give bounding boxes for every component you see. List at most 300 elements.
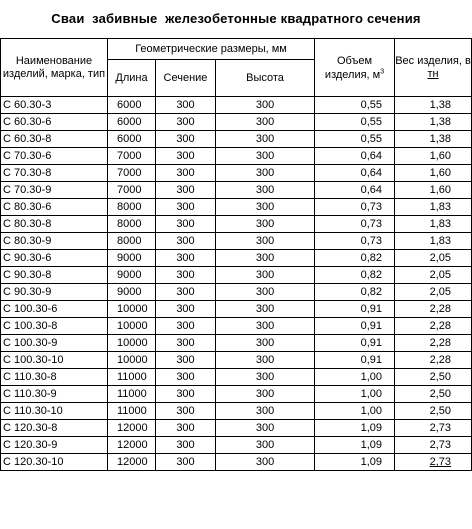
cell-weight: [395, 131, 472, 148]
cell-volume-text: 0,73: [360, 235, 383, 247]
cell-height: [216, 454, 315, 471]
cell-height-text: 300: [255, 218, 275, 230]
cell-section-text: 300: [176, 235, 195, 247]
table-row: [1, 97, 472, 114]
table-row: [1, 182, 472, 199]
cell-mark: [1, 199, 108, 216]
cell-section: [156, 301, 216, 318]
table-row: [1, 284, 472, 301]
cell-section: [156, 454, 216, 471]
cell-weight: [395, 454, 472, 471]
cell-height-text: 300: [255, 439, 275, 451]
cell-mark-text: С 120.30-10: [3, 456, 64, 468]
cell-length: [108, 318, 156, 335]
cell-length: [108, 454, 156, 471]
cell-volume-text: 1,09: [360, 439, 383, 451]
cell-section-text: 300: [176, 439, 195, 451]
cell-height: [216, 131, 315, 148]
cell-mark: [1, 216, 108, 233]
cell-height-text: 300: [255, 201, 275, 213]
cell-weight: [395, 437, 472, 454]
cell-length-text: 6000: [117, 99, 142, 111]
header-volume-sup: 3: [380, 67, 385, 75]
cell-section-text: 300: [176, 167, 195, 179]
cell-section-text: 300: [176, 354, 195, 366]
cell-height-text: 300: [255, 269, 275, 281]
cell-height: [216, 199, 315, 216]
cell-section-text: 300: [176, 303, 195, 315]
header-volume: [315, 39, 395, 97]
cell-weight: [395, 284, 472, 301]
cell-section: [156, 267, 216, 284]
table-row: [1, 148, 472, 165]
cell-volume-text: 0,73: [360, 218, 383, 230]
cell-section: [156, 182, 216, 199]
cell-volume-text: 0,91: [360, 303, 383, 315]
cell-length-text: 9000: [117, 269, 142, 281]
cell-weight: [395, 403, 472, 420]
cell-mark: [1, 335, 108, 352]
cell-volume-text: 0,55: [360, 133, 383, 145]
cell-section-text: 300: [176, 252, 195, 264]
cell-mark-text: С 110.30-8: [3, 371, 57, 383]
cell-length-text: 8000: [117, 235, 142, 247]
cell-height: [216, 420, 315, 437]
cell-weight: [395, 386, 472, 403]
cell-mark: [1, 369, 108, 386]
table-row: [1, 335, 472, 352]
cell-length-text: 7000: [117, 150, 142, 162]
cell-volume: [315, 318, 395, 335]
header-row-top: [1, 39, 472, 60]
cell-mark: [1, 97, 108, 114]
cell-length-text: 9000: [117, 252, 142, 264]
cell-mark-text: С 90.30-8: [3, 269, 52, 281]
header-dimensions: Геометрические размеры, мм: [108, 39, 315, 60]
cell-height-text: 300: [255, 252, 275, 264]
cell-height: [216, 369, 315, 386]
cell-length-text: 10000: [117, 303, 148, 315]
cell-section: [156, 114, 216, 131]
cell-mark: [1, 131, 108, 148]
cell-mark: [1, 148, 108, 165]
cell-mark: [1, 165, 108, 182]
cell-length: [108, 165, 156, 182]
cell-height-text: 300: [255, 320, 275, 332]
cell-volume-text: 0,64: [360, 150, 383, 162]
cell-height: [216, 437, 315, 454]
table-row: [1, 250, 472, 267]
cell-length: [108, 352, 156, 369]
cell-length: [108, 301, 156, 318]
cell-volume: [315, 199, 395, 216]
cell-section: [156, 437, 216, 454]
header-section: Сечение: [156, 60, 216, 97]
cell-height-text: 300: [255, 422, 275, 434]
header-weight-unit: тн: [427, 67, 439, 80]
cell-weight: [395, 301, 472, 318]
cell-volume-text: 1,00: [360, 405, 383, 417]
cell-weight: [395, 148, 472, 165]
header-name: Наименование изделий, марка, тип: [1, 39, 108, 97]
cell-volume-text: 1,00: [360, 371, 383, 383]
cell-volume: [315, 233, 395, 250]
cell-mark-text: С 80.30-6: [3, 201, 52, 213]
cell-weight: [395, 216, 472, 233]
cell-length: [108, 114, 156, 131]
table-row: [1, 267, 472, 284]
cell-length: [108, 199, 156, 216]
cell-volume-text: 0,91: [360, 354, 383, 366]
cell-weight-text: 2,50: [429, 405, 452, 417]
cell-volume: [315, 403, 395, 420]
cell-length-text: 11000: [117, 371, 147, 383]
table-row: [1, 199, 472, 216]
table-row: [1, 165, 472, 182]
cell-section: [156, 216, 216, 233]
cell-section: [156, 403, 216, 420]
cell-length-text: 11000: [117, 388, 147, 400]
cell-weight-text: 2,05: [429, 269, 452, 281]
table-row: [1, 114, 472, 131]
cell-height-text: 300: [255, 167, 275, 179]
cell-height: [216, 386, 315, 403]
cell-length: [108, 420, 156, 437]
cell-section: [156, 335, 216, 352]
cell-weight: [395, 165, 472, 182]
cell-section: [156, 233, 216, 250]
cell-volume-text: 0,55: [360, 116, 383, 128]
cell-length: [108, 386, 156, 403]
cell-weight-text: 1,60: [429, 150, 452, 162]
cell-length: [108, 131, 156, 148]
cell-length-text: 12000: [117, 422, 148, 434]
cell-mark-text: С 70.30-9: [3, 184, 52, 196]
cell-weight-text: 2,73: [429, 456, 452, 468]
cell-mark: [1, 318, 108, 335]
cell-length-text: 12000: [117, 456, 148, 468]
table-title: Сваи забивные железобетонные квадратного сечения: [51, 11, 421, 26]
cell-section-text: 300: [176, 405, 195, 417]
cell-height-text: 300: [255, 405, 275, 417]
cell-length: [108, 182, 156, 199]
cell-volume-text: 0,64: [360, 167, 383, 179]
cell-height: [216, 216, 315, 233]
cell-section-text: 300: [176, 150, 195, 162]
cell-section-text: 300: [176, 371, 195, 383]
cell-mark: [1, 420, 108, 437]
cell-height-text: 300: [255, 388, 275, 400]
cell-length-text: 8000: [117, 218, 142, 230]
cell-length-text: 10000: [117, 320, 148, 332]
cell-weight-text: 2,50: [429, 371, 452, 383]
header-height: Высота: [216, 60, 315, 97]
table-row: [1, 403, 472, 420]
cell-mark: [1, 233, 108, 250]
cell-volume: [315, 386, 395, 403]
cell-height: [216, 335, 315, 352]
cell-mark: [1, 267, 108, 284]
cell-height: [216, 403, 315, 420]
cell-weight-text: 2,05: [429, 286, 452, 298]
cell-mark-text: С 70.30-6: [3, 150, 52, 162]
cell-length: [108, 250, 156, 267]
cell-mark-text: С 100.30-9: [3, 337, 58, 349]
cell-weight: [395, 335, 472, 352]
table-row: [1, 386, 472, 403]
cell-weight-text: 1,38: [429, 99, 452, 111]
cell-mark: [1, 182, 108, 199]
cell-volume: [315, 182, 395, 199]
cell-volume: [315, 165, 395, 182]
cell-volume: [315, 454, 395, 471]
cell-volume: [315, 335, 395, 352]
cell-length: [108, 216, 156, 233]
cell-volume-text: 0,82: [360, 252, 383, 264]
table-header: [1, 39, 472, 97]
cell-volume: [315, 301, 395, 318]
cell-section-text: 300: [176, 218, 195, 230]
table-row: [1, 369, 472, 386]
cell-mark-text: С 90.30-9: [3, 286, 52, 298]
cell-mark-text: С 80.30-8: [3, 218, 52, 230]
cell-height: [216, 301, 315, 318]
cell-mark-text: С 80.30-9: [3, 235, 52, 247]
cell-volume-text: 0,64: [360, 184, 383, 196]
cell-volume: [315, 420, 395, 437]
cell-height-text: 300: [255, 150, 275, 162]
cell-weight: [395, 318, 472, 335]
cell-volume: [315, 352, 395, 369]
cell-volume-text: 1,09: [360, 422, 383, 434]
cell-section: [156, 420, 216, 437]
cell-length: [108, 97, 156, 114]
table-row: [1, 454, 472, 471]
cell-length-text: 10000: [117, 354, 148, 366]
cell-height: [216, 233, 315, 250]
cell-mark: [1, 114, 108, 131]
cell-volume-text: 1,00: [360, 388, 383, 400]
table-row: [1, 131, 472, 148]
cell-volume: [315, 437, 395, 454]
cell-volume: [315, 267, 395, 284]
cell-section: [156, 284, 216, 301]
header-length: Длина: [108, 60, 156, 97]
cell-section: [156, 352, 216, 369]
cell-mark-text: С 120.30-8: [3, 422, 58, 434]
table-row: [1, 233, 472, 250]
cell-section-text: 300: [176, 184, 195, 196]
cell-volume-text: 0,91: [360, 320, 383, 332]
cell-section-text: 300: [176, 286, 195, 298]
cell-height: [216, 148, 315, 165]
cell-volume-text: 0,91: [360, 337, 383, 349]
cell-weight-text: 2,28: [429, 354, 452, 366]
cell-weight: [395, 97, 472, 114]
header-weight-label: Вес изделия, в: [395, 54, 471, 67]
cell-length: [108, 233, 156, 250]
cell-section-text: 300: [176, 337, 195, 349]
cell-weight-text: 2,73: [429, 422, 452, 434]
cell-mark: [1, 454, 108, 471]
cell-section: [156, 199, 216, 216]
cell-section-text: 300: [176, 99, 195, 111]
cell-weight: [395, 369, 472, 386]
cell-mark-text: С 60.30-8: [3, 133, 52, 145]
cell-section: [156, 148, 216, 165]
cell-length-text: 7000: [117, 184, 142, 196]
cell-weight: [395, 420, 472, 437]
cell-mark: [1, 284, 108, 301]
cell-weight: [395, 233, 472, 250]
cell-section-text: 300: [176, 133, 195, 145]
cell-volume-text: 0,82: [360, 286, 383, 298]
cell-weight: [395, 352, 472, 369]
cell-height: [216, 97, 315, 114]
cell-volume: [315, 148, 395, 165]
cell-section-text: 300: [176, 320, 195, 332]
cell-volume: [315, 216, 395, 233]
cell-height: [216, 318, 315, 335]
header-weight: [395, 39, 472, 97]
cell-height-text: 300: [255, 286, 275, 298]
cell-length-text: 9000: [117, 286, 142, 298]
cell-mark: [1, 403, 108, 420]
cell-section-text: 300: [176, 201, 195, 213]
header-volume-label: Объем изделия, м: [324, 54, 381, 81]
cell-section-text: 300: [176, 422, 195, 434]
cell-volume: [315, 97, 395, 114]
cell-height: [216, 114, 315, 131]
cell-height-text: 300: [255, 235, 275, 247]
cell-mark-text: С 110.30-9: [3, 388, 57, 400]
table-body: [1, 97, 472, 471]
cell-section: [156, 165, 216, 182]
cell-weight: [395, 250, 472, 267]
table-row: [1, 301, 472, 318]
cell-height: [216, 267, 315, 284]
cell-length: [108, 267, 156, 284]
cell-height-text: 300: [255, 456, 275, 468]
cell-length-text: 12000: [117, 439, 148, 451]
table-row: [1, 216, 472, 233]
cell-weight-text: 1,60: [429, 167, 452, 179]
table-row: [1, 437, 472, 454]
cell-weight-text: 2,28: [429, 303, 452, 315]
cell-mark-text: С 110.30-10: [3, 405, 63, 417]
cell-volume: [315, 250, 395, 267]
cell-volume-text: 0,55: [360, 99, 383, 111]
cell-section-text: 300: [176, 116, 195, 128]
cell-height: [216, 165, 315, 182]
cell-length: [108, 403, 156, 420]
piles-table: [0, 38, 472, 471]
cell-volume: [315, 131, 395, 148]
cell-height-text: 300: [255, 133, 275, 145]
cell-length-text: 6000: [117, 116, 142, 128]
cell-mark: [1, 386, 108, 403]
cell-height-text: 300: [255, 303, 275, 315]
cell-weight-text: 2,73: [429, 439, 452, 451]
cell-mark-text: С 100.30-8: [3, 320, 58, 332]
cell-height-text: 300: [255, 116, 275, 128]
cell-mark: [1, 437, 108, 454]
cell-volume: [315, 369, 395, 386]
cell-height-text: 300: [255, 184, 275, 196]
cell-section-text: 300: [176, 269, 195, 281]
cell-height: [216, 182, 315, 199]
cell-section: [156, 369, 216, 386]
cell-volume-text: 0,73: [360, 201, 383, 213]
cell-section: [156, 97, 216, 114]
cell-length-text: 11000: [117, 405, 147, 417]
cell-length-text: 8000: [117, 201, 142, 213]
cell-length: [108, 369, 156, 386]
cell-volume-text: 0,82: [360, 269, 383, 281]
cell-section: [156, 131, 216, 148]
cell-weight-text: 1,83: [429, 235, 452, 247]
cell-weight-text: 2,50: [429, 388, 452, 400]
cell-height-text: 300: [255, 354, 275, 366]
cell-volume: [315, 284, 395, 301]
cell-mark: [1, 301, 108, 318]
cell-height-text: 300: [255, 337, 275, 349]
table-row: [1, 420, 472, 437]
cell-mark: [1, 250, 108, 267]
cell-length: [108, 284, 156, 301]
cell-volume: [315, 114, 395, 131]
cell-height-text: 300: [255, 371, 275, 383]
cell-height-text: 300: [255, 99, 275, 111]
cell-mark-text: С 60.30-3: [3, 99, 52, 111]
table-row: [1, 352, 472, 369]
cell-weight-text: 1,83: [429, 218, 452, 230]
cell-height: [216, 284, 315, 301]
cell-height: [216, 250, 315, 267]
cell-length-text: 6000: [117, 133, 142, 145]
cell-weight-text: 2,28: [429, 337, 452, 349]
cell-length: [108, 335, 156, 352]
cell-mark-text: С 90.30-6: [3, 252, 52, 264]
cell-section-text: 300: [176, 456, 195, 468]
cell-section: [156, 250, 216, 267]
cell-weight: [395, 182, 472, 199]
cell-mark-text: С 100.30-6: [3, 303, 58, 315]
cell-mark: [1, 352, 108, 369]
cell-section: [156, 386, 216, 403]
cell-weight-text: 1,38: [429, 116, 452, 128]
cell-height: [216, 352, 315, 369]
cell-length: [108, 437, 156, 454]
cell-volume-text: 1,09: [360, 456, 383, 468]
cell-length-text: 10000: [117, 337, 148, 349]
cell-weight-text: 2,05: [429, 252, 452, 264]
cell-weight: [395, 114, 472, 131]
cell-mark-text: С 120.30-9: [3, 439, 58, 451]
cell-weight: [395, 199, 472, 216]
cell-mark-text: С 100.30-10: [3, 354, 64, 366]
cell-weight-text: 1,83: [429, 201, 452, 213]
cell-mark-text: С 70.30-8: [3, 167, 52, 179]
cell-mark-text: С 60.30-6: [3, 116, 52, 128]
cell-weight-text: 2,28: [429, 320, 452, 332]
cell-section-text: 300: [176, 388, 195, 400]
table-row: [1, 318, 472, 335]
cell-weight-text: 1,60: [429, 184, 452, 196]
cell-weight-text: 1,38: [429, 133, 452, 145]
cell-section: [156, 318, 216, 335]
cell-length-text: 7000: [117, 167, 142, 179]
